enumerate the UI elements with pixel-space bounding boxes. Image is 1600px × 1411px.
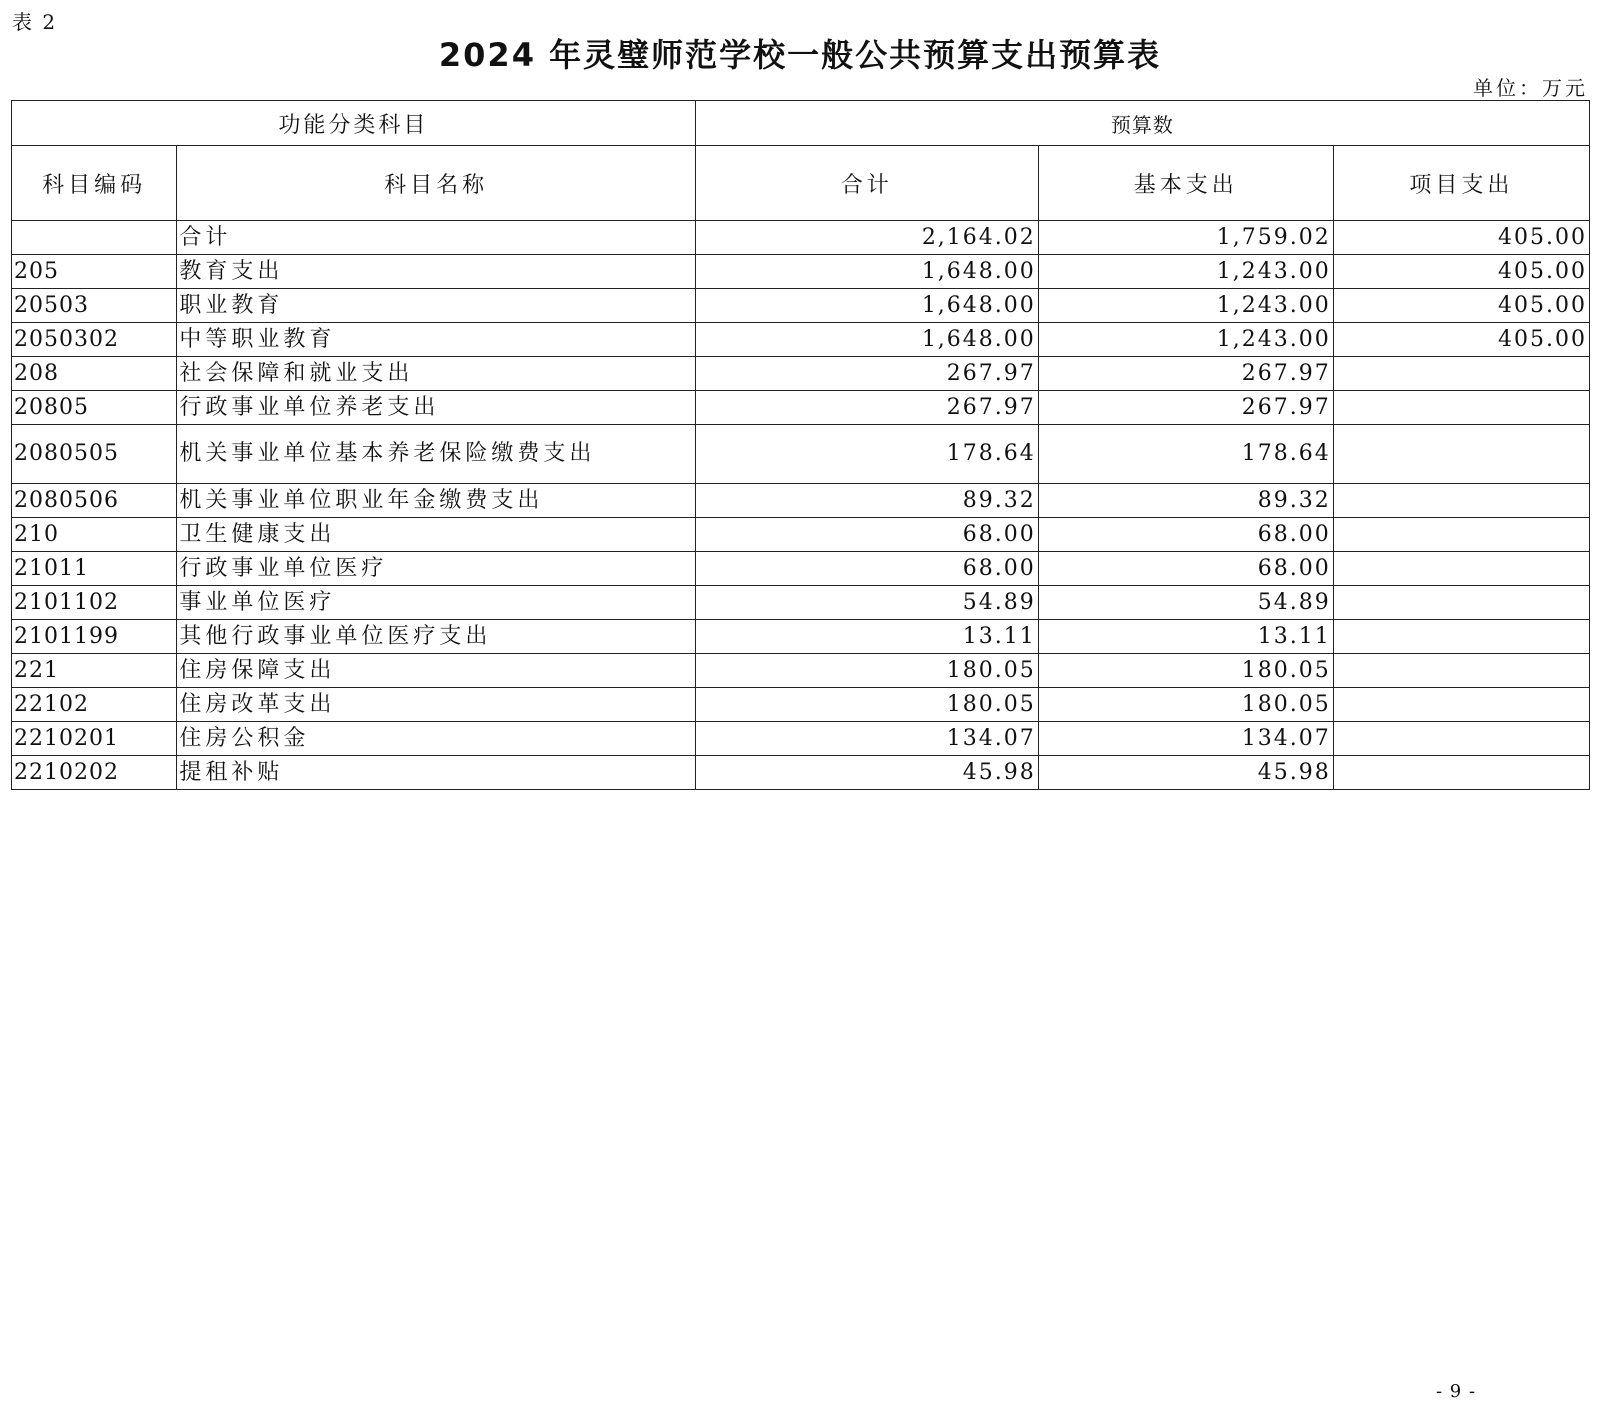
cell-project: [1333, 722, 1589, 756]
document-title: 2024 年灵璧师范学校一般公共预算支出预算表: [438, 36, 1162, 74]
cell-total: 1,648.00: [695, 323, 1038, 357]
cell-total: 45.98: [695, 756, 1038, 790]
cell-code: 205: [12, 255, 177, 289]
table-row: [12, 518, 1590, 552]
cell-code: 22102: [12, 688, 177, 722]
table-row: [12, 756, 1590, 790]
cell-basic: 68.00: [1038, 552, 1333, 586]
cell-basic: 54.89: [1038, 586, 1333, 620]
cell-name: 住房公积金: [177, 722, 696, 756]
cell-name: 机关事业单位职业年金缴费支出: [177, 484, 696, 518]
cell-project: 405.00: [1333, 289, 1589, 323]
cell-code: 20805: [12, 391, 177, 425]
cell-project: [1333, 484, 1589, 518]
cell-code: 221: [12, 654, 177, 688]
cell-project: 405.00: [1333, 255, 1589, 289]
cell-project: [1333, 518, 1589, 552]
table-row: [12, 425, 1590, 484]
cell-total: 1,648.00: [695, 255, 1038, 289]
table-row: [12, 654, 1590, 688]
cell-basic: 89.32: [1038, 484, 1333, 518]
cell-name: 合计: [177, 221, 696, 255]
cell-total: 1,648.00: [695, 289, 1038, 323]
table-row: [12, 255, 1590, 289]
cell-total: 267.97: [695, 391, 1038, 425]
cell-total: 180.05: [695, 688, 1038, 722]
cell-name: 住房保障支出: [177, 654, 696, 688]
cell-code: 20503: [12, 289, 177, 323]
table-row: [12, 484, 1590, 518]
header-budget-amount: 预算数: [695, 101, 1589, 146]
cell-basic: 1,243.00: [1038, 289, 1333, 323]
cell-code: 2101199: [12, 620, 177, 654]
cell-code: 21011: [12, 552, 177, 586]
cell-name: 职业教育: [177, 289, 696, 323]
header-basic: 基本支出: [1038, 146, 1333, 221]
cell-code: 2080506: [12, 484, 177, 518]
cell-total: 180.05: [695, 654, 1038, 688]
table-row: [12, 722, 1590, 756]
cell-basic: 1,759.02: [1038, 221, 1333, 255]
header-code: 科目编码: [12, 146, 177, 221]
cell-project: [1333, 586, 1589, 620]
cell-name: 社会保障和就业支出: [177, 357, 696, 391]
cell-basic: 1,243.00: [1038, 255, 1333, 289]
cell-total: 68.00: [695, 552, 1038, 586]
table-label: 表 2: [12, 10, 58, 34]
table-row: [12, 620, 1590, 654]
cell-basic: 267.97: [1038, 357, 1333, 391]
table-row: [12, 552, 1590, 586]
cell-total: 267.97: [695, 357, 1038, 391]
table-row: [12, 357, 1590, 391]
table-row: [12, 221, 1590, 255]
header-project: 项目支出: [1333, 146, 1589, 221]
cell-name: 行政事业单位医疗: [177, 552, 696, 586]
table-row: [12, 586, 1590, 620]
cell-total: 134.07: [695, 722, 1038, 756]
cell-name: 其他行政事业单位医疗支出: [177, 620, 696, 654]
header-row-columns: [12, 146, 1590, 221]
cell-basic: 267.97: [1038, 391, 1333, 425]
cell-project: [1333, 620, 1589, 654]
cell-total: 13.11: [695, 620, 1038, 654]
cell-basic: 178.64: [1038, 425, 1333, 484]
cell-code: 2210201: [12, 722, 177, 756]
page-number: - 9 -: [1436, 1381, 1477, 1402]
cell-name: 卫生健康支出: [177, 518, 696, 552]
cell-code: 2050302: [12, 323, 177, 357]
cell-project: [1333, 688, 1589, 722]
cell-project: [1333, 425, 1589, 484]
cell-total: 2,164.02: [695, 221, 1038, 255]
unit-label: 单位：万元: [1473, 76, 1588, 100]
cell-basic: 180.05: [1038, 688, 1333, 722]
header-function-category: 功能分类科目: [12, 101, 696, 146]
cell-code: [12, 221, 177, 255]
cell-project: [1333, 552, 1589, 586]
table-row: [12, 289, 1590, 323]
cell-basic: 45.98: [1038, 756, 1333, 790]
header-row-groups: [12, 101, 1590, 146]
cell-basic: 1,243.00: [1038, 323, 1333, 357]
cell-total: 178.64: [695, 425, 1038, 484]
cell-name: 机关事业单位基本养老保险缴费支出: [177, 425, 696, 484]
cell-code: 2101102: [12, 586, 177, 620]
cell-code: 208: [12, 357, 177, 391]
cell-code: 2210202: [12, 756, 177, 790]
cell-basic: 68.00: [1038, 518, 1333, 552]
cell-project: [1333, 654, 1589, 688]
cell-name: 住房改革支出: [177, 688, 696, 722]
cell-basic: 13.11: [1038, 620, 1333, 654]
cell-name: 行政事业单位养老支出: [177, 391, 696, 425]
cell-name: 中等职业教育: [177, 323, 696, 357]
cell-code: 2080505: [12, 425, 177, 484]
table-row: [12, 688, 1590, 722]
cell-total: 68.00: [695, 518, 1038, 552]
cell-basic: 180.05: [1038, 654, 1333, 688]
cell-basic: 134.07: [1038, 722, 1333, 756]
cell-project: [1333, 391, 1589, 425]
cell-name: 教育支出: [177, 255, 696, 289]
header-total: 合计: [695, 146, 1038, 221]
budget-table: [11, 100, 1590, 790]
cell-code: 210: [12, 518, 177, 552]
cell-name: 提租补贴: [177, 756, 696, 790]
cell-project: 405.00: [1333, 323, 1589, 357]
cell-name: 事业单位医疗: [177, 586, 696, 620]
table-row: [12, 391, 1590, 425]
cell-project: [1333, 756, 1589, 790]
cell-total: 54.89: [695, 586, 1038, 620]
cell-project: [1333, 357, 1589, 391]
cell-total: 89.32: [695, 484, 1038, 518]
header-name: 科目名称: [177, 146, 696, 221]
cell-project: 405.00: [1333, 221, 1589, 255]
table-row: [12, 323, 1590, 357]
